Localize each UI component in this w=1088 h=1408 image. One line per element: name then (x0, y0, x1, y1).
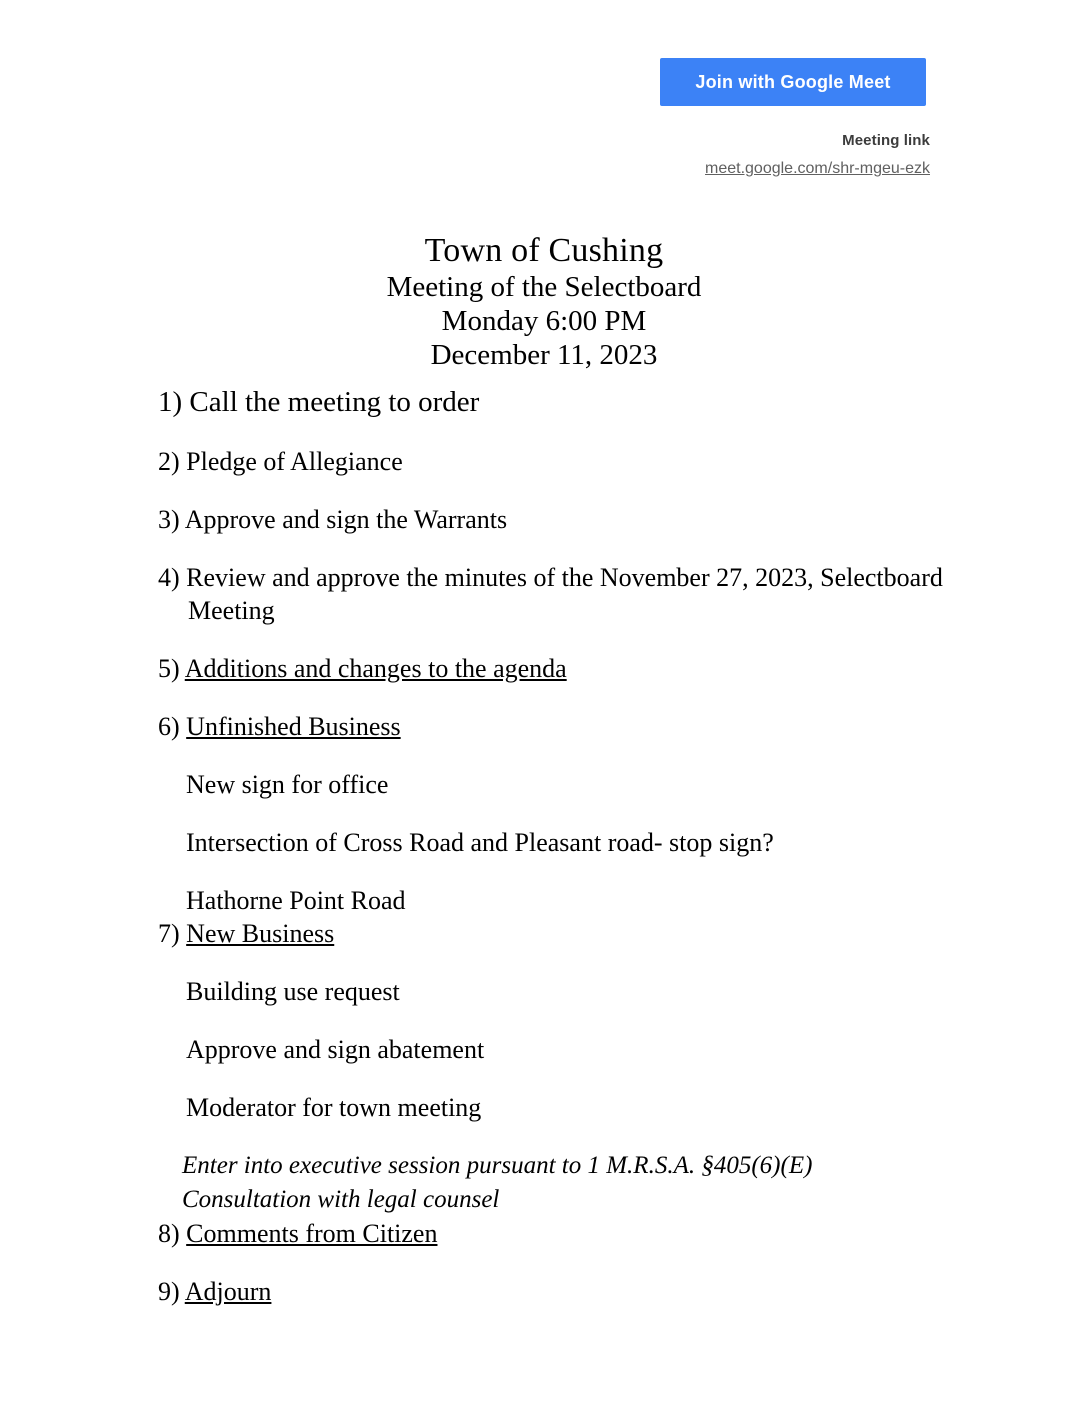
meeting-link-label: Meeting link (842, 132, 930, 149)
agenda-item-4 (158, 563, 968, 592)
agenda-item-number: 3) (158, 505, 180, 534)
agenda-item-text: New Business (186, 919, 335, 948)
new-business-entry: Moderator for town meeting (186, 1093, 482, 1122)
agenda-item-4-continuation: Meeting (188, 596, 275, 625)
agenda-item-text: Additions and changes to the agenda (184, 654, 567, 683)
agenda-item-text: Review and approve the minutes of the November 27, 2023, Selectboard (186, 563, 943, 592)
document-header (0, 232, 1088, 372)
executive-session-line-2: Consultation with legal counsel (182, 1186, 500, 1213)
agenda-item-7 (158, 919, 968, 948)
executive-session-line-1: Enter into executive session pursuant to 1 M.R.S.A. §405(6)(E) (182, 1152, 813, 1179)
agenda-item-text: Adjourn (184, 1277, 272, 1306)
agenda-item-number: 5) (158, 654, 180, 683)
agenda-item-3 (158, 505, 968, 534)
unfinished-business-entry: Hathorne Point Road (186, 886, 406, 915)
agenda-item-text: Call the meeting to order (189, 386, 480, 418)
agenda-item-6 (158, 712, 968, 741)
agenda-item-number: 7) (158, 919, 180, 948)
agenda-item-9 (158, 1277, 968, 1306)
document-date: December 11, 2023 (430, 339, 658, 371)
agenda-list (0, 386, 1088, 1306)
new-business-entry: Building use request (186, 977, 400, 1006)
agenda-item-text: Comments from Citizen (186, 1219, 438, 1248)
unfinished-business-entry: Intersection of Cross Road and Pleasant road- stop sign? (186, 828, 774, 857)
agenda-item-2 (158, 447, 968, 476)
agenda-item-number: 1) (158, 386, 183, 418)
new-business-entry: Approve and sign abatement (186, 1035, 485, 1064)
page-title: Town of Cushing (424, 232, 664, 269)
document-subtitle: Meeting of the Selectboard (386, 271, 702, 303)
agenda-item-1 (158, 386, 968, 418)
agenda-item-text: Unfinished Business (186, 712, 401, 741)
google-meet-block (660, 58, 930, 178)
agenda-item-number: 9) (158, 1277, 180, 1306)
agenda-item-text: Pledge of Allegiance (186, 447, 403, 476)
join-with-google-meet-button[interactable]: Join with Google Meet (660, 58, 926, 106)
agenda-item-8 (158, 1219, 968, 1248)
document-time: Monday 6:00 PM (441, 305, 647, 337)
unfinished-business-entry: New sign for office (186, 770, 389, 799)
agenda-item-number: 8) (158, 1219, 180, 1248)
agenda-document (0, 232, 1088, 1335)
agenda-item-number: 4) (158, 563, 180, 592)
agenda-item-5 (158, 654, 968, 683)
agenda-item-number: 6) (158, 712, 180, 741)
meeting-link-url[interactable]: meet.google.com/shr-mgeu-ezk (705, 160, 930, 177)
agenda-item-text: Approve and sign the Warrants (184, 505, 508, 534)
agenda-item-number: 2) (158, 447, 180, 476)
